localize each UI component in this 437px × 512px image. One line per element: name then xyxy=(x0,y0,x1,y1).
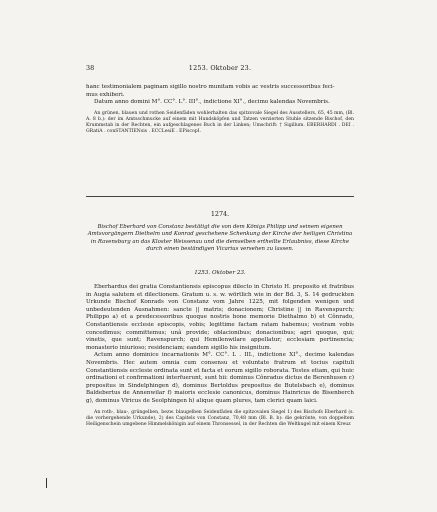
document-summary: Bischof Eberhard von Constanz bestätigt die von dem Königs Philipp und seinem eigenen Amtsvorgängern Diethelm und Konrad geschehene Schenkung der Kirche der heiligen Christina in Ravensburg an das Kloster Weissenau und die demselben ertheilte Erlaubniss, diese Kirche durch einen beständigen Vicarius versehen zu lassen. xyxy=(87,224,353,253)
section-divider xyxy=(86,196,354,197)
seal-note: An grünen, blauen und rothen Seidenfäden wohlerhalten das spitzovale Siegel des Ausstellers, 65, 45 mm, (Bl. A. 8 b.): der im Amtsschmucke auf einem mit Hundsköpfen und Tatzen verzierten Stuhle sitzende Bischof, den Krummstab in der Rechten, ein aufgeschlagenes Buch in der Linken; Umschrift: † Sigillum. EBERHARDI . DEI . GRatiA . conSTANTIENsis . ECCLesiE . EPiscopI. xyxy=(86,110,354,135)
footnote: An roth-, blau-, grüngelben, bezw. blaugelben Seidenfäden die spitzovalen Siegel 1) des Bischofs Eberhard (s. die vorhergehende Urkunde), 2) des Capitels von Constanz, 70,48 mm (Bl. B. b): die gekrönte, von doppeltem Heiligenschein umgebene Himmelskönigin auf einem Thronsessel, in der Rechten die Weltkugel mit einem Kreuz xyxy=(86,409,354,427)
text-line: hanc testimonialem paginam sigillo nostro munitam vobis ac vestris successoribus feci- xyxy=(86,84,335,90)
document-date: 1253. Oktober 23. xyxy=(194,270,246,276)
document-number: 1274. xyxy=(210,210,230,218)
document-summary-block xyxy=(86,224,354,254)
previous-document-end xyxy=(86,84,354,136)
page-number: 38 xyxy=(86,64,95,72)
running-title: 1253. Oktober 23. xyxy=(188,64,252,72)
datum-line: Datum anno domini M°. CC°. L°. III°., indictione XI°., decimo kalendas Novembris. xyxy=(94,99,330,106)
margin-mark xyxy=(46,478,47,488)
body-paragraph: Actum anno dominice incarnationis M°. CC°. L . III., indictione XI°., decimo kalendas Novembris. Hec autem omnia cum consensu et voluntate fratrum et tocius capituli Constantiensis ecclesie ordinata sunt et facta et eorum sigillo roborata. Testes etiam, qui huic ordinationi et confirmationi interfuerunt, sunt hii: dominus Cônradus dictus de Berenhusen c) prepositus in Sindelphingen d), dominus Bertoldus prepositus de Butelsbach e), dominus Baldebertus de Annenwilar f) maioris ecclesie canonicus, dominus Hainricus de Bisenberch g), dominus Vlricus de Seolphingen h) alique quam plures, tam clerici quam laici. xyxy=(86,352,354,404)
body-paragraph: Eberhardus dei gratia Constantiensis episcopus dilecto in Christo H. preposito et fratribus in Augia salutem et dilectionem. Gratum u. s. w. wörtlich wie in der Bd. 3, S. 14 gedruckten Urkunde Bischof Konrads von Constanz vom Jahre 1225, mit folgenden wenigen und unbedeutenden Ausnahmen: sancte || matris; donacionem; Christine || in Ravenspurch; Philippo a) et a predecessoribus quoque nostris bone memorie Diethalmo b) et Cônrado, Constantiensis ecclesie episcopis, vobis; legittime factam ratam habemus; vestram vobis concedimus; committemus; unâ provide; oblacionibus; donacionibus; agri quoque, qui; vinetis, que sunt; Ravenspurch; qui Hemilenwilare appellatur; ecclesiam pertinencia; monasterio iniurioso; residenciam; eandem sigillo his insignitum. xyxy=(86,284,354,351)
document-body xyxy=(86,284,354,428)
text-line: mus exhiberi. xyxy=(86,91,125,98)
